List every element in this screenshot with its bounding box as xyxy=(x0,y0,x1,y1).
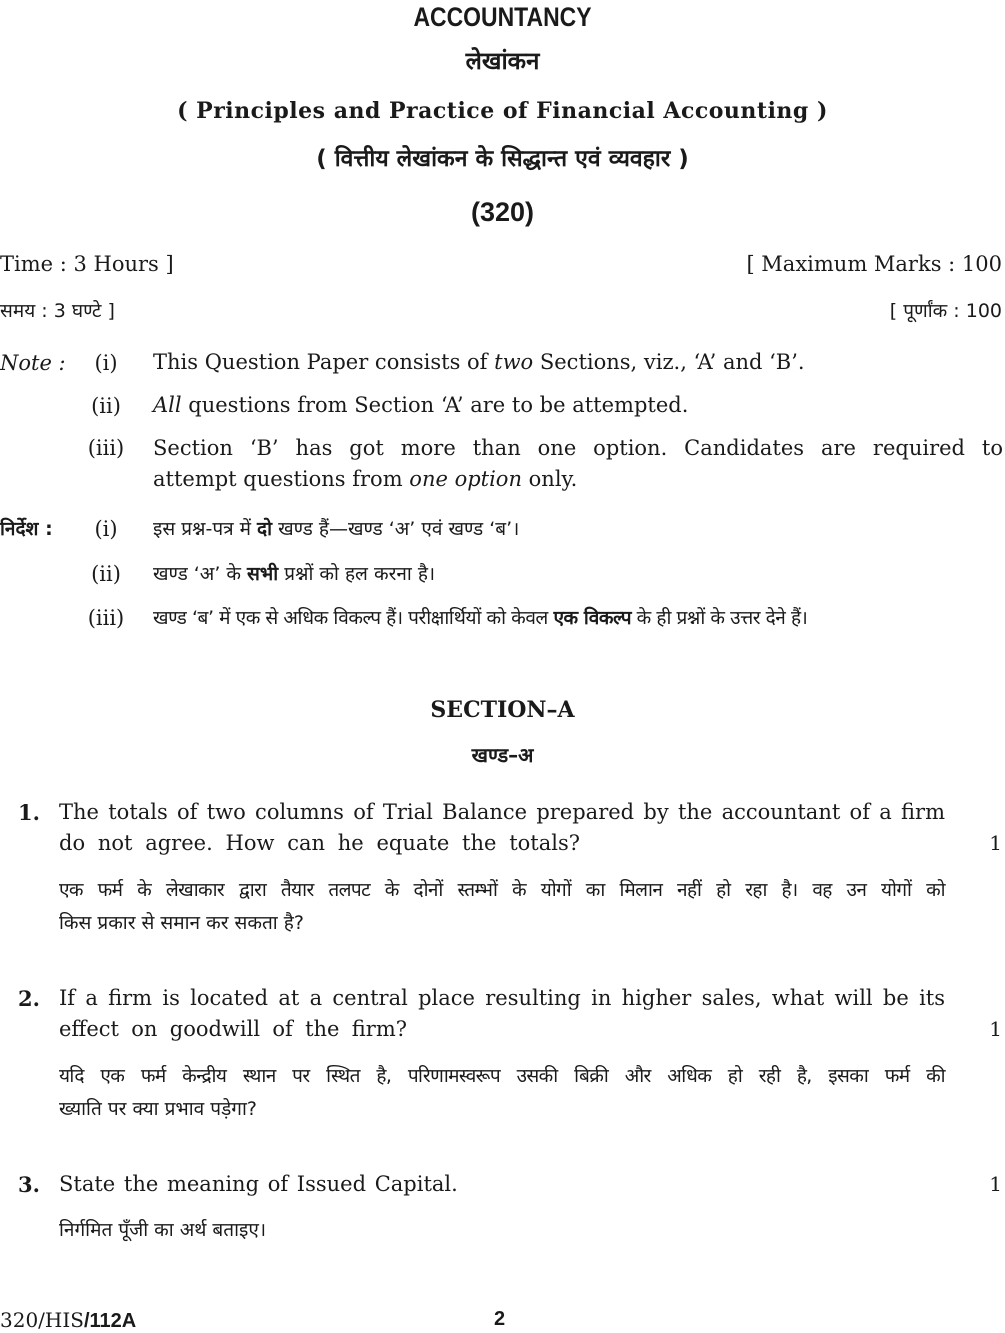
question-text-hindi: निर्गमित पूँजी का अर्थ बताइए। xyxy=(59,1219,267,1241)
question-text-hindi: यदि एक फर्म केन्द्रीय स्थान पर स्थित है, परिणामस्वरूप उसकी बिक्री और अधिक हो रही है, इसका फर्म की ख्याति पर क्या प्रभाव पड़ेगा? xyxy=(59,1065,945,1120)
question-number: 1. xyxy=(18,800,40,825)
maximum-marks-hindi: [ पूर्णांक : 100 xyxy=(889,300,1002,322)
paper-subtitle: ( Principles and Practice of Financial Accounting ) xyxy=(177,98,828,124)
question-number: 2. xyxy=(18,986,40,1011)
subject-title: ACCOUNTANCY xyxy=(413,2,592,32)
time-allowed: Time : 3 Hours ] xyxy=(0,252,174,276)
question-text-hindi: एक फर्म के लेखाकार द्वारा तैयार तलपट के दोनों स्तम्भों के योगों का मिलान नहीं हो रहा है। वह उन योगों को किस प्रकार से समान कर सकता है? xyxy=(59,879,945,934)
note-item-hindi: इस प्रश्न-पत्र में दो खण्ड हैं—खण्ड ‘अ’ एवं खण्ड ‘ब’। xyxy=(153,518,520,540)
note-item-hindi: खण्ड ‘ब’ में एक से अधिक विकल्प हैं। परीक्षार्थियों को केवल एक विकल्प के ही प्रश्नों के उत्तर देने हैं। xyxy=(153,607,808,629)
note-item-number: (iii) xyxy=(87,606,125,630)
note-item-number: (iii) xyxy=(87,436,125,460)
paper-code: (320) xyxy=(470,197,535,227)
page-number: 2 xyxy=(494,1308,506,1330)
question-text: The totals of two columns of Trial Balance prepared by the accountant of a firm do not agree. How can he equate the totals? xyxy=(59,800,945,855)
section-title: SECTION–A xyxy=(430,697,575,723)
time-allowed-hindi: समय : 3 घण्टे ] xyxy=(0,300,115,322)
question-marks: 1 xyxy=(989,831,1002,855)
question-text: If a firm is located at a central place resulting in higher sales, what will be its effect on goodwill of the firm? xyxy=(59,986,945,1041)
note-label-hindi: निर्देश : xyxy=(0,518,53,540)
section-title-hindi: खण्ड–अ xyxy=(471,743,534,767)
note-item-number: (ii) xyxy=(91,562,121,586)
question-marks: 1 xyxy=(989,1172,1002,1196)
question-marks: 1 xyxy=(989,1017,1002,1041)
subject-title-hindi: लेखांकन xyxy=(465,47,540,75)
note-item-hindi: खण्ड ‘अ’ के सभी प्रश्नों को हल करना है। xyxy=(153,563,436,585)
note-item-number: (ii) xyxy=(91,394,121,418)
note-item-number: (i) xyxy=(94,351,118,375)
note-item-number: (i) xyxy=(94,517,118,541)
paper-subtitle-hindi: ( वित्तीय लेखांकन के सिद्धान्त एवं व्यवहार ) xyxy=(316,146,689,172)
footer-paper-code: 320/HIS/112A xyxy=(0,1308,137,1332)
question-number: 3. xyxy=(18,1172,40,1197)
note-item: All questions from Section ‘A’ are to be attempted. xyxy=(153,393,689,417)
maximum-marks: [ Maximum Marks : 100 xyxy=(746,252,1002,276)
note-item: Section ‘B’ has got more than one option. Candidates are required to attempt questions from one option only. xyxy=(153,436,1003,491)
question-text: State the meaning of Issued Capital. xyxy=(59,1172,458,1196)
note-item: This Question Paper consists of two Sections, viz., ‘A’ and ‘B’. xyxy=(153,350,805,374)
note-label: Note : xyxy=(0,351,66,375)
